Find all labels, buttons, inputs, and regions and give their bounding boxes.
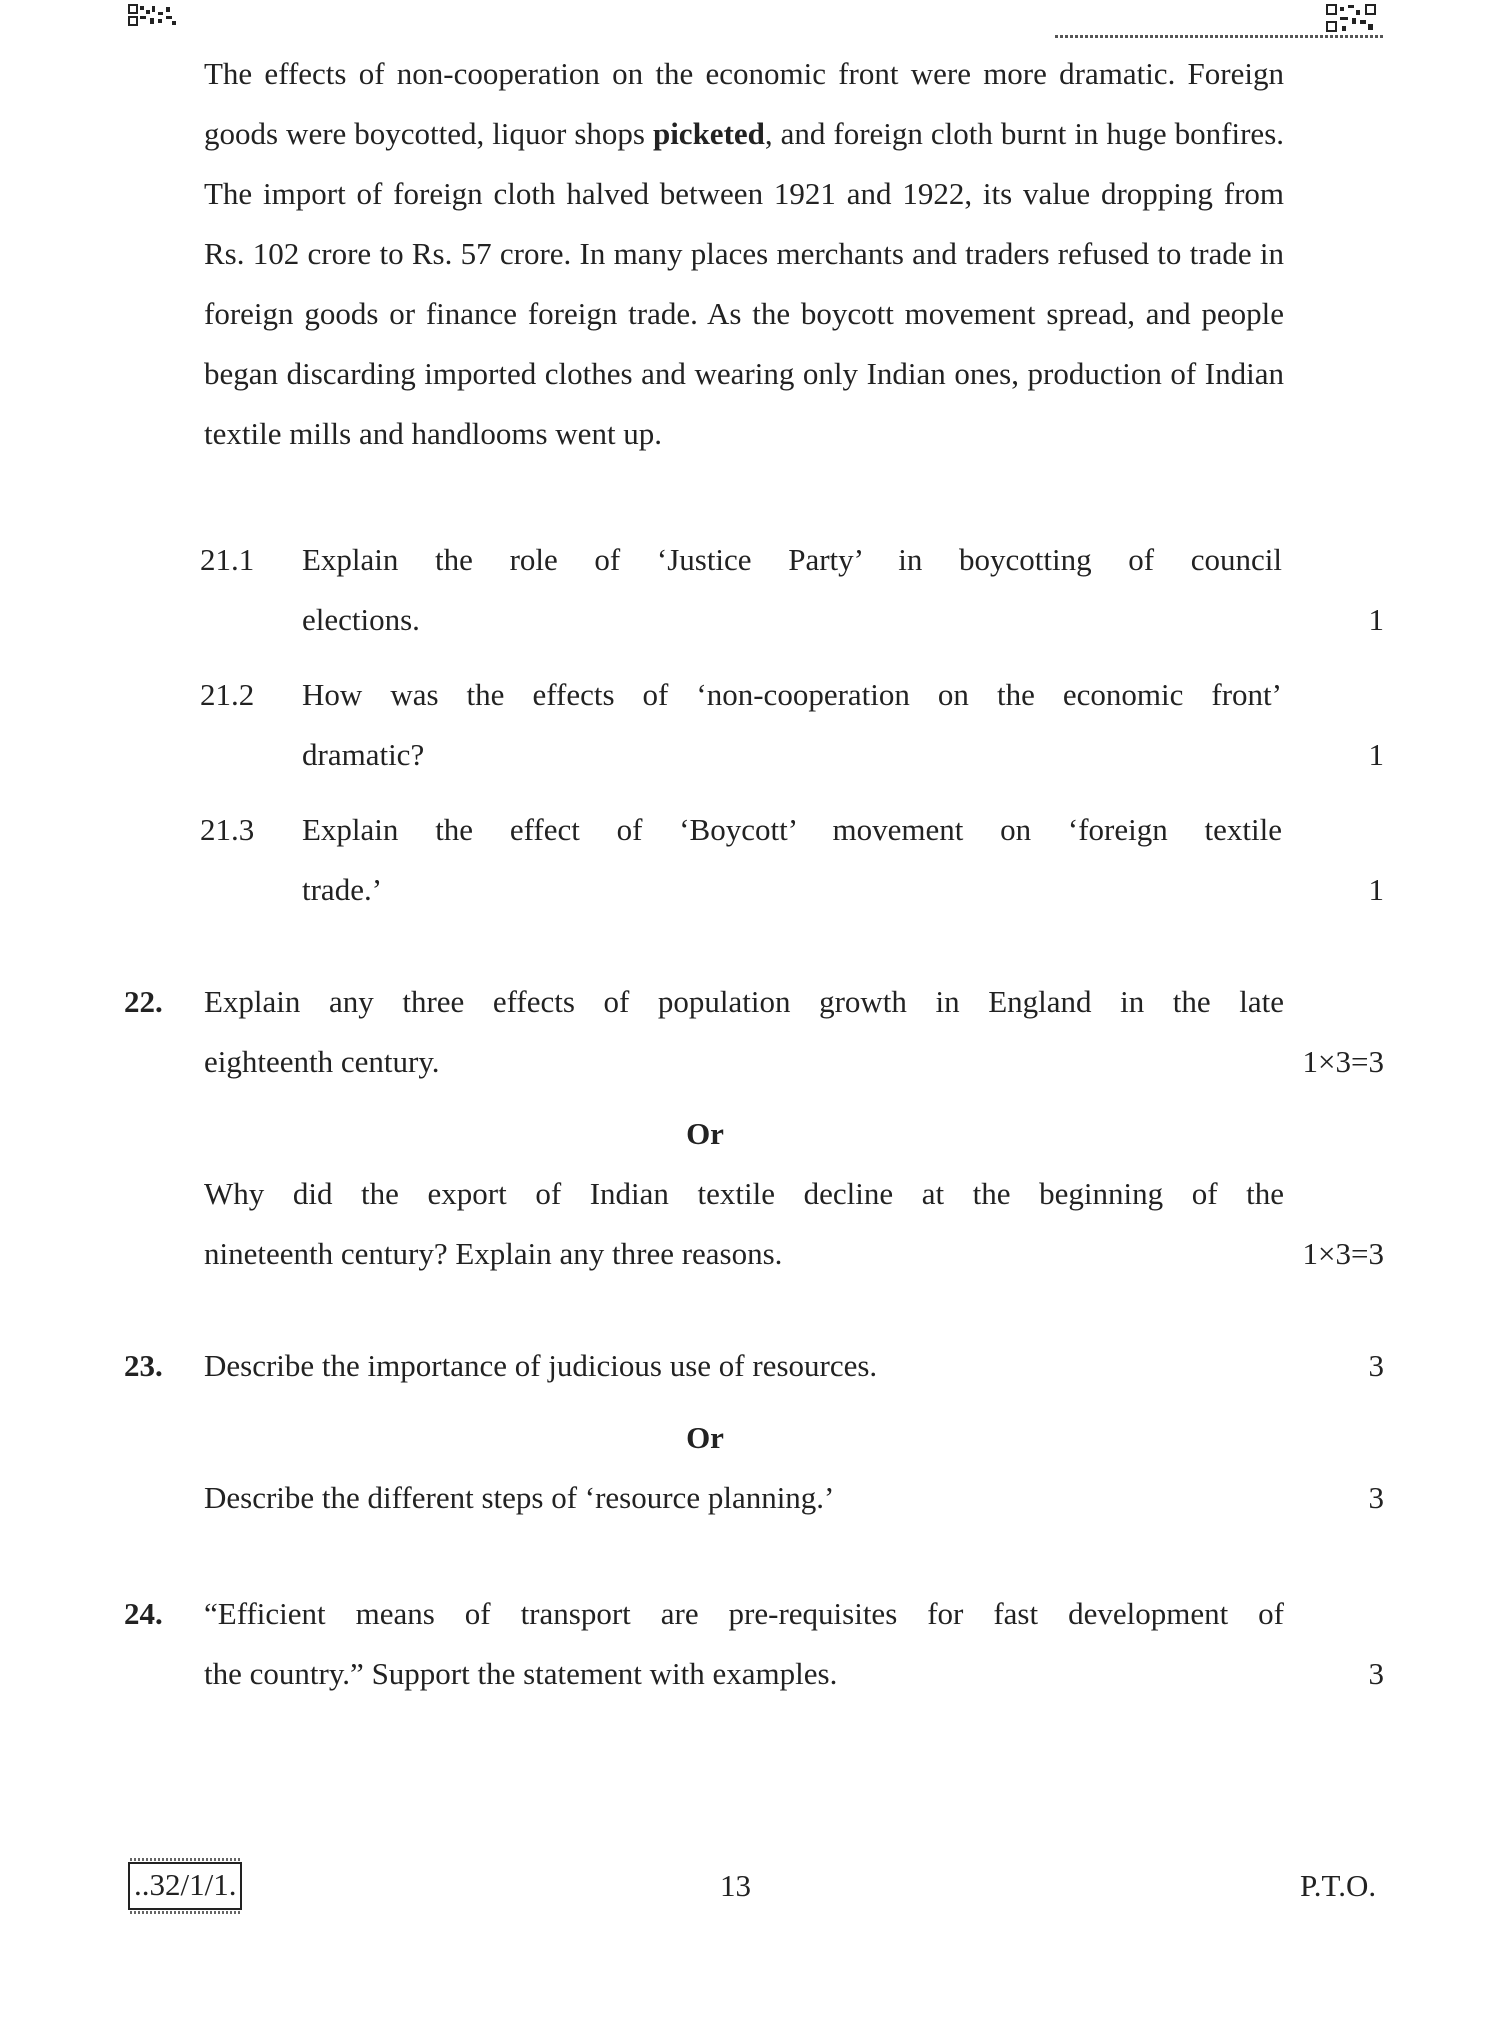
paper-code: ..32/1/1. bbox=[128, 1862, 242, 1910]
question-number: 23. bbox=[124, 1348, 163, 1383]
question-text-continued: the country.” Support the statement with examples. bbox=[204, 1656, 838, 1691]
marks-label: 1 bbox=[1368, 602, 1384, 637]
or-label: Or bbox=[686, 1116, 724, 1151]
question-22 bbox=[0, 972, 1504, 1092]
question-text: Explain any three effects of population growth in England in the late bbox=[204, 984, 1284, 1019]
marks-label: 3 bbox=[1368, 1348, 1384, 1383]
source-passage bbox=[204, 44, 1284, 464]
question-text: Describe the importance of judicious use of resources. bbox=[204, 1348, 878, 1383]
question-23 bbox=[0, 1336, 1504, 1396]
marks-label: 3 bbox=[1368, 1656, 1384, 1691]
marks-label: 1×3=3 bbox=[1302, 1044, 1384, 1079]
qr-code-icon bbox=[128, 4, 178, 26]
question-text-continued: eighteenth century. bbox=[204, 1044, 440, 1079]
question-number: 22. bbox=[124, 984, 163, 1019]
marks-label: 1×3=3 bbox=[1302, 1236, 1384, 1271]
question-text: Describe the different steps of ‘resource planning.’ bbox=[204, 1480, 835, 1515]
question-22-alternative bbox=[0, 1164, 1504, 1284]
sub-question-21-2 bbox=[0, 665, 1504, 785]
sub-question-21-1 bbox=[0, 530, 1504, 650]
sub-question-text-continued: dramatic? bbox=[302, 737, 425, 772]
sub-question-number: 21.1 bbox=[200, 542, 255, 577]
sub-question-text: Explain the effect of ‘Boycott’ movement on ‘foreign textile bbox=[302, 812, 1282, 847]
sub-question-text: How was the effects of ‘non-cooperation on the economic front’ bbox=[302, 677, 1282, 712]
question-24 bbox=[0, 1584, 1504, 1704]
question-text-continued: nineteenth century? Explain any three reasons. bbox=[204, 1236, 783, 1271]
question-number: 24. bbox=[124, 1596, 163, 1631]
or-label: Or bbox=[686, 1420, 724, 1455]
passage-text-part-1: The effects of non-cooperation on the economic front were more dramatic. Foreign goods were boycotted, liquor shops bbox=[204, 56, 1284, 151]
marks-label: 1 bbox=[1368, 872, 1384, 907]
marks-label: 3 bbox=[1368, 1480, 1384, 1515]
question-text: “Efficient means of transport are pre-requisites for fast development of bbox=[204, 1596, 1284, 1631]
question-23-alternative bbox=[0, 1468, 1504, 1528]
sub-question-text-continued: trade.’ bbox=[302, 872, 383, 907]
page-number: 13 bbox=[720, 1868, 751, 1903]
qr-code-icon bbox=[1326, 4, 1376, 26]
marks-label: 1 bbox=[1368, 737, 1384, 772]
microprint-line bbox=[1055, 35, 1385, 38]
passage-bold-word: picketed bbox=[652, 116, 765, 151]
sub-question-number: 21.2 bbox=[200, 677, 255, 712]
sub-question-21-3 bbox=[0, 800, 1504, 920]
question-text: Why did the export of Indian textile decline at the beginning of the bbox=[204, 1176, 1284, 1211]
sub-question-text: Explain the role of ‘Justice Party’ in boycotting of council bbox=[302, 542, 1282, 577]
please-turn-over-label: P.T.O. bbox=[1300, 1868, 1377, 1903]
passage-text-part-2: , and foreign cloth burnt in huge bonfires. The import of foreign cloth halved between 1921 and 1922, its value dropping from Rs. 102 crore to Rs. 57 crore. In many places merchants and traders refused to trade in foreign goods or finance foreign trade. As the boycott movement spread, and people began discarding imported clothes and wearing only Indian ones, production of Indian textile mills and handlooms went up. bbox=[204, 116, 1285, 451]
sub-question-text-continued: elections. bbox=[302, 602, 420, 637]
sub-question-number: 21.3 bbox=[200, 812, 255, 847]
